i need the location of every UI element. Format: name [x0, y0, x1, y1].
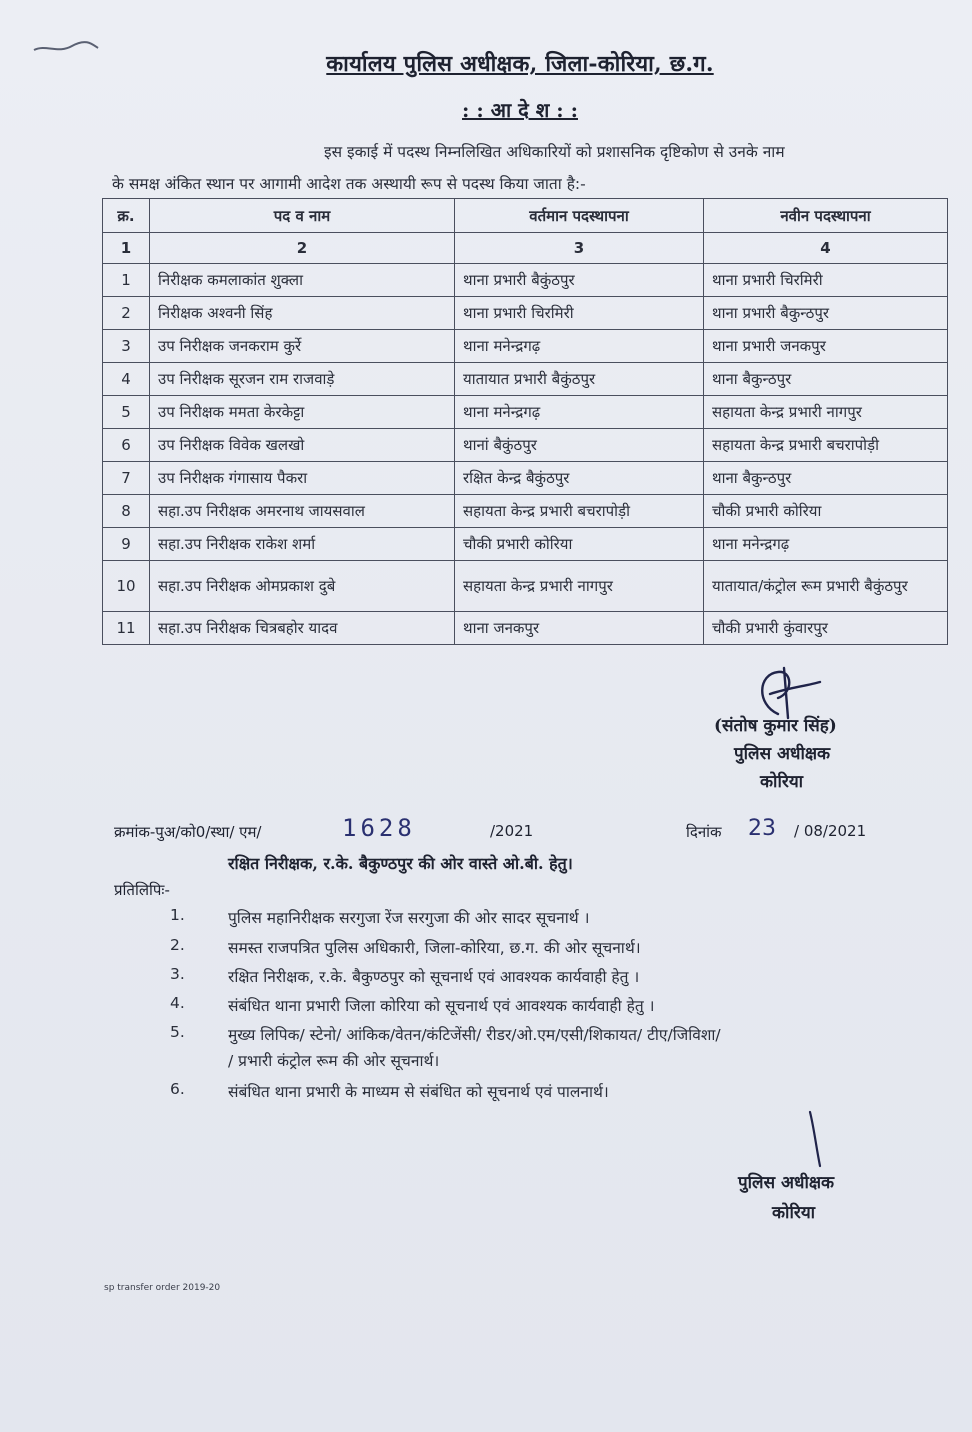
cell-serial: 7 [103, 462, 150, 495]
cell-serial: 6 [103, 429, 150, 462]
table-row [103, 495, 948, 528]
header-current-posting: वर्तमान पदस्थापना [455, 199, 704, 233]
column-number: 2 [150, 233, 455, 264]
table-row [103, 330, 948, 363]
table-row [103, 297, 948, 330]
column-number: 1 [103, 233, 150, 264]
list-item-text: संबंधित थाना प्रभारी जिला कोरिया को सूचनार्थ एवं आवश्यक कार्यवाही हेतु । [228, 997, 655, 1015]
cell-current-posting: चौकी प्रभारी कोरिया [455, 528, 704, 561]
cell-new-posting: यातायात/कंट्रोल रूम प्रभारी बैकुंठपुर [704, 561, 948, 612]
signature-block-1 [714, 712, 837, 796]
cell-current-posting: थाना प्रभारी बैकुंठपुर [455, 264, 704, 297]
cell-new-posting: थाना बैकुन्ठपुर [704, 462, 948, 495]
footer-note: sp transfer order 2019-20 [104, 1283, 221, 1293]
signatory-district: कोरिया [772, 1203, 816, 1223]
cell-new-posting: चौकी प्रभारी कुंवारपुर [704, 612, 948, 645]
column-number: 4 [704, 233, 948, 264]
cell-serial: 5 [103, 396, 150, 429]
office-title: कार्यालय पुलिस अधीक्षक, जिला-कोरिया, छ.ग. [326, 51, 714, 77]
order-heading: : : आ दे श : : [462, 98, 578, 122]
handwritten-signature-2 [804, 1110, 834, 1170]
table-row [103, 528, 948, 561]
cell-new-posting: थाना प्रभारी चिरमिरी [704, 264, 948, 297]
cell-serial: 1 [103, 264, 150, 297]
cell-current-posting: सहायता केन्द्र प्रभारी बचरापोड़ी [455, 495, 704, 528]
list-item-text: पुलिस महानिरीक्षक सरगुजा रेंज सरगुजा की ओर सादर सूचनार्थ । [228, 909, 590, 927]
signatory-district: कोरिया [760, 772, 804, 792]
list-item-text: समस्त राजपत्रित पुलिस अधिकारी, जिला-कोरिया, छ.ग. की ओर सूचनार्थ। [228, 939, 641, 957]
header-serial: क्र. [103, 199, 150, 233]
list-item-text: संबंधित थाना प्रभारी के माध्यम से संबंधित को सूचनार्थ एवं पालनार्थ। [228, 1083, 609, 1101]
cell-serial: 8 [103, 495, 150, 528]
cell-new-posting: थाना मनेन्द्रगढ़ [704, 528, 948, 561]
cell-new-posting: सहायता केन्द्र प्रभारी नागपुर [704, 396, 948, 429]
table-row [103, 264, 948, 297]
cell-current-posting: थाना प्रभारी चिरमिरी [455, 297, 704, 330]
cell-serial: 4 [103, 363, 150, 396]
reference-number-handwritten: 1628 [342, 814, 416, 842]
cell-new-posting: थाना प्रभारी जनकपुर [704, 330, 948, 363]
table-row [103, 612, 948, 645]
table-row [103, 462, 948, 495]
cell-new-posting: थाना प्रभारी बैकुन्ठपुर [704, 297, 948, 330]
cell-name: उप निरीक्षक विवेक खलखो [150, 429, 455, 462]
table-row [103, 561, 948, 612]
intro-line-1: इस इकाई में पदस्थ निम्नलिखित अधिकारियों को प्रशासनिक दृष्टिकोण से उनके नाम [324, 143, 785, 161]
signature-block-2 [738, 1168, 834, 1228]
reference-prefix: क्रमांक-पुअ/को0/स्था/ एम/ [114, 823, 262, 841]
reference-addressee: रक्षित निरीक्षक, र.के. बैकुण्ठपुर की ओर वास्ते ओ.बी. हेतु। [228, 854, 573, 873]
date-day-handwritten: 23 [748, 816, 776, 841]
cell-name: निरीक्षक कमलाकांत शुक्ला [150, 264, 455, 297]
cell-current-posting: थानां बैकुंठपुर [455, 429, 704, 462]
cell-current-posting: थाना जनकपुर [455, 612, 704, 645]
table-row [103, 429, 948, 462]
cell-current-posting: थाना मनेन्द्रगढ़ [455, 396, 704, 429]
list-item-number: 4. [170, 994, 185, 1012]
header-new-posting: नवीन पदस्थापना [704, 199, 948, 233]
table-row [103, 363, 948, 396]
cell-name: सहा.उप निरीक्षक ओमप्रकाश दुबे [150, 561, 455, 612]
signatory-designation: पुलिस अधीक्षक [734, 744, 831, 764]
cell-name: निरीक्षक अश्वनी सिंह [150, 297, 455, 330]
reference-year: /2021 [490, 822, 534, 840]
list-item-number: 3. [170, 965, 185, 983]
list-item-number: 2. [170, 936, 185, 954]
cell-name: सहा.उप निरीक्षक अमरनाथ जायसवाल [150, 495, 455, 528]
postings-table [102, 198, 948, 645]
list-item-text: रक्षित निरीक्षक, र.के. बैकुण्ठपुर को सूचनार्थ एवं आवश्यक कार्यवाही हेतु । [228, 968, 640, 986]
header-post-name: पद व नाम [150, 199, 455, 233]
cell-serial: 9 [103, 528, 150, 561]
date-month-year: / 08/2021 [794, 822, 867, 840]
cell-name: उप निरीक्षक जनकराम कुर्रे [150, 330, 455, 363]
copy-to-label: प्रतिलिपिः- [114, 881, 170, 899]
table-row [103, 396, 948, 429]
reference-line [114, 814, 914, 852]
date-label: दिनांक [686, 823, 722, 841]
intro-line-2: के समक्ष अंकित स्थान पर आगामी आदेश तक अस्थायी रूप से पदस्थ किया जाता है:- [112, 175, 586, 193]
cell-serial: 2 [103, 297, 150, 330]
cell-new-posting: थाना बैकुन्ठपुर [704, 363, 948, 396]
cell-name: सहा.उप निरीक्षक चित्रबहोर यादव [150, 612, 455, 645]
table-header-row [103, 199, 948, 233]
column-number-row [103, 233, 948, 264]
list-item-number: 1. [170, 906, 185, 924]
cell-current-posting: थाना मनेन्द्रगढ़ [455, 330, 704, 363]
intro-paragraph [112, 136, 934, 200]
list-item-number: 5. [170, 1023, 185, 1041]
cell-serial: 10 [103, 561, 150, 612]
cell-new-posting: चौकी प्रभारी कोरिया [704, 495, 948, 528]
cell-current-posting: यातायात प्रभारी बैकुंठपुर [455, 363, 704, 396]
cell-serial: 11 [103, 612, 150, 645]
list-item-number: 6. [170, 1080, 185, 1098]
list-item-text: मुख्य लिपिक/ स्टेनो/ आंकिक/वेतन/कंटिजेंसी/ रीडर/ओ.एम/एसी/शिकायत/ टीए/जिविशा/ [228, 1026, 721, 1044]
signatory-designation: पुलिस अधीक्षक [738, 1173, 835, 1193]
cell-name: उप निरीक्षक ममता केरकेट्टा [150, 396, 455, 429]
cell-current-posting: सहायता केन्द्र प्रभारी नागपुर [455, 561, 704, 612]
cell-name: उप निरीक्षक गंगासाय पैकरा [150, 462, 455, 495]
cell-new-posting: सहायता केन्द्र प्रभारी बचरापोड़ी [704, 429, 948, 462]
cell-serial: 3 [103, 330, 150, 363]
cell-name: सहा.उप निरीक्षक राकेश शर्मा [150, 528, 455, 561]
cell-name: उप निरीक्षक सूरजन राम राजवाड़े [150, 363, 455, 396]
cell-current-posting: रक्षित केन्द्र बैकुंठपुर [455, 462, 704, 495]
column-number: 3 [455, 233, 704, 264]
list-item-text: / प्रभारी कंट्रोल रूम की ओर सूचनार्थ। [228, 1052, 440, 1070]
signatory-name: (संतोष कुमार सिंह) [714, 716, 837, 736]
